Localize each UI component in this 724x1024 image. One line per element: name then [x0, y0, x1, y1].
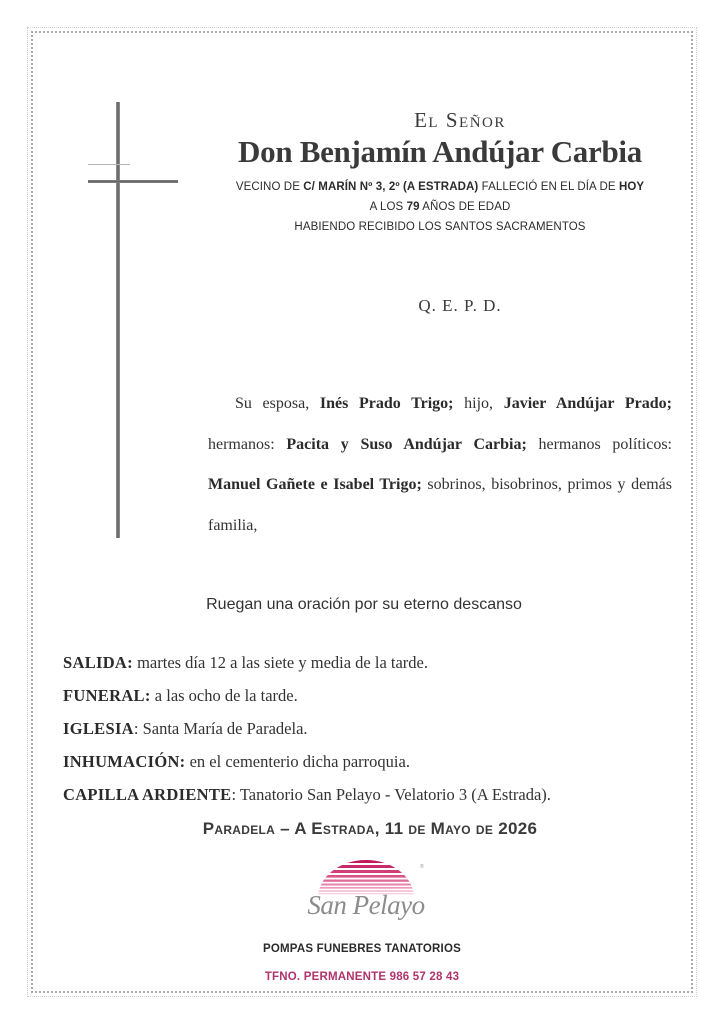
family-name: Inés Prado Trigo;: [319, 395, 454, 412]
detail-text: martes día 12 a las siete y media de la tarde.: [132, 653, 429, 672]
family-text: Su esposa,: [235, 395, 320, 412]
detail-label: FUNERAL:: [63, 686, 151, 705]
detail-text: a las ocho de la tarde.: [150, 686, 298, 705]
detail-salida: [63, 650, 683, 683]
family-name: Manuel Gañete e Isabel Trigo;: [208, 476, 422, 493]
cross-thin-line: [88, 164, 130, 165]
detail-iglesia: [63, 716, 683, 749]
cross-horizontal-bar: [88, 180, 178, 183]
detail-text: : Santa María de Paradela.: [133, 719, 308, 738]
detail-label: SALIDA:: [63, 653, 133, 672]
svg-text:®: ®: [420, 864, 424, 870]
detail-label: INHUMACIÓN:: [63, 752, 186, 771]
sacraments-line: HABIENDO RECIBIDO LOS SANTOS SACRAMENTOS: [294, 221, 586, 233]
address: C/ MARÍN Nº 3, 2º (A ESTRADA): [303, 181, 479, 193]
qepd-text: Q. E. P. D.: [418, 296, 502, 315]
family-text: sobrinos, bisobrinos, primos y demás familia,: [208, 476, 673, 534]
age-line: [200, 201, 680, 213]
heading-el-senor: El Señor: [414, 108, 506, 132]
detail-capilla-ardiente: [63, 782, 683, 815]
place-date-line: Paradela – A Estrada, 11 de Mayo de 2026: [202, 819, 538, 838]
ceremony-details: [63, 650, 683, 815]
info-text: AÑOS DE EDAD: [419, 201, 511, 213]
san-pelayo-logo: [296, 858, 436, 928]
info-text: A LOS: [369, 201, 407, 213]
detail-text: : Tanatorio San Pelayo - Velatorio 3 (A Estrada).: [231, 785, 551, 804]
phone-number: TFNO. PERMANENTE 986 57 28 43: [264, 971, 460, 983]
detail-label: CAPILLA ARDIENTE: [63, 785, 232, 804]
cross-vertical-bar: [116, 102, 120, 538]
family-name: Pacita y Suso Andújar Carbia;: [286, 435, 527, 453]
info-text: VECINO DE: [235, 181, 304, 193]
info-text: FALLECIÓ EN EL DÍA DE: [478, 181, 619, 193]
detail-inhumacion: [63, 749, 683, 782]
family-paragraph: [208, 384, 672, 546]
age-value: 79: [406, 201, 420, 213]
prayer-request: Ruegan una oración por su eterno descanso: [206, 596, 522, 613]
detail-text: en el cementerio dicha parroquia.: [185, 752, 410, 771]
company-tagline: POMPAS FUNEBRES TANATORIOS: [263, 943, 461, 955]
family-name: Javier Andújar Prado;: [503, 395, 673, 412]
family-text: hermanos:: [208, 435, 287, 453]
logo-text: San Pelayo: [307, 890, 425, 920]
detail-label: IGLESIA: [63, 719, 134, 738]
death-day: HOY: [618, 181, 645, 193]
deceased-name: Don Benjamín Andújar Carbia: [238, 134, 642, 169]
residence-line: [200, 181, 680, 193]
family-text: hijo,: [453, 395, 504, 412]
detail-funeral: [63, 683, 683, 716]
family-text: hermanos políticos:: [526, 435, 672, 453]
